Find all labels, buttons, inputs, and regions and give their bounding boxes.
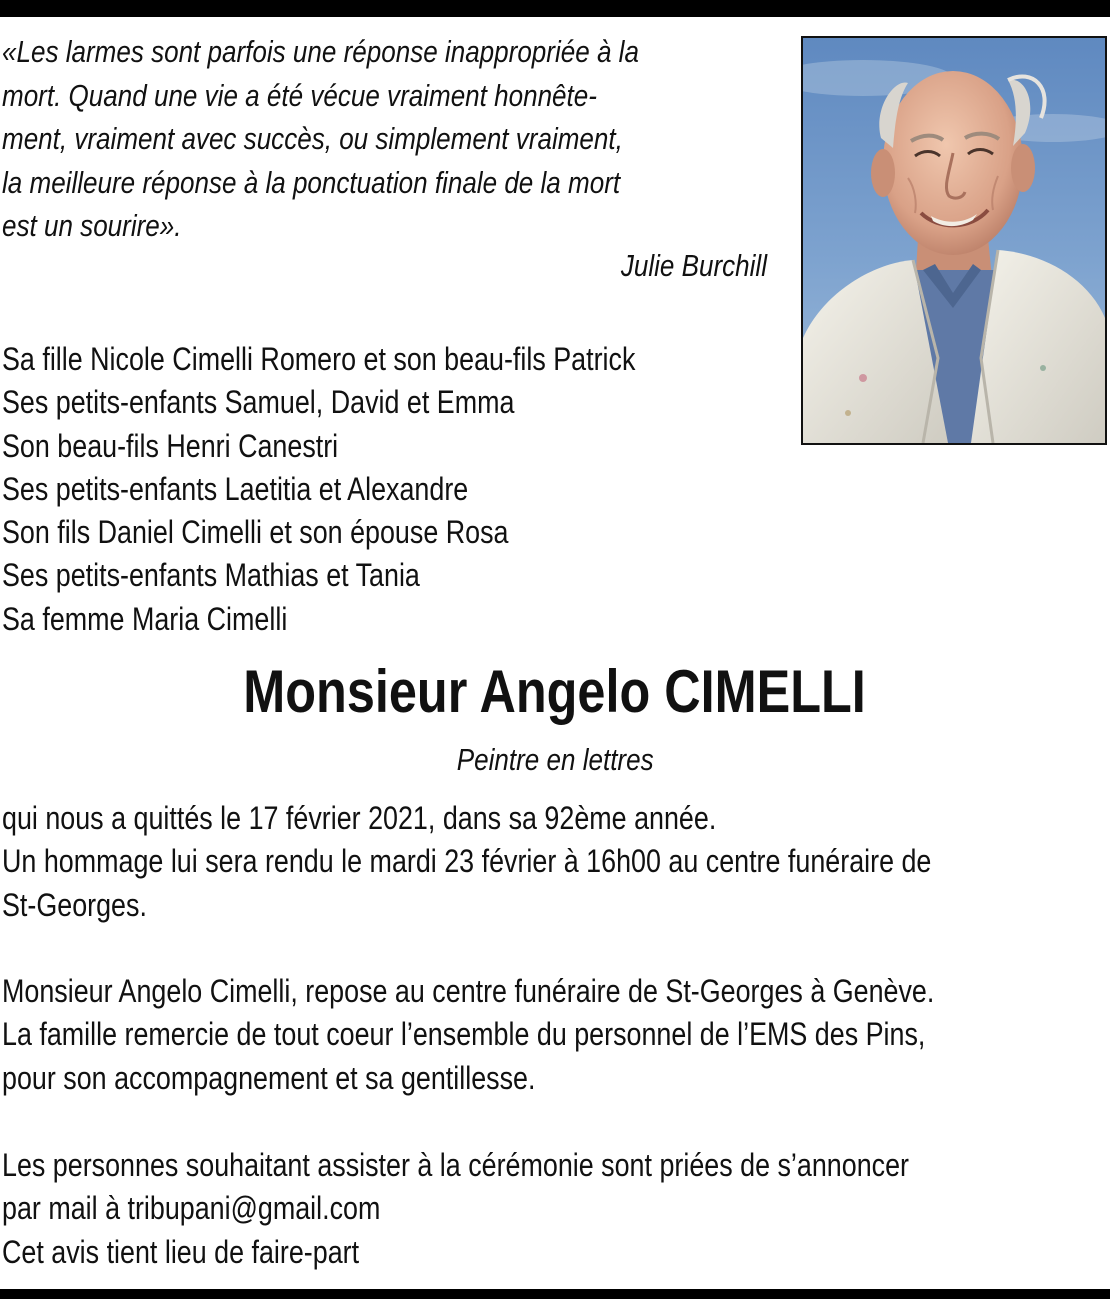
quote-line: «Les larmes sont parfois une réponse inappropriée à la bbox=[2, 34, 639, 69]
deceased-profession bbox=[0, 738, 1110, 782]
quote-author-name: Julie Burchill bbox=[620, 248, 767, 283]
paragraph-line: La famille remercie de tout coeur l’ensemble du personnel de l’EMS des Pins, bbox=[2, 1016, 926, 1053]
paragraph-line: Un hommage lui sera rendu le mardi 23 février à 16h00 au centre funéraire de bbox=[2, 843, 932, 880]
contact-email-line: par mail à tribupani@gmail.com bbox=[2, 1190, 381, 1227]
portrait-photo bbox=[801, 36, 1107, 445]
bottom-rule bbox=[0, 1289, 1110, 1299]
family-member: Ses petits-enfants Samuel, David et Emma bbox=[2, 384, 515, 421]
quote-line: ment, vraiment avec succès, ou simplement vraiment, bbox=[2, 121, 623, 156]
family-member: Sa femme Maria Cimelli bbox=[2, 600, 288, 637]
profession-text: Peintre en lettres bbox=[456, 742, 654, 777]
family-list bbox=[2, 338, 792, 641]
portrait-illustration bbox=[803, 38, 1105, 443]
quote-line: est un sourire». bbox=[2, 208, 182, 243]
quote-line: mort. Quand une vie a été vécue vraiment honnête- bbox=[2, 77, 597, 113]
deceased-name: Monsieur Angelo CIMELLI bbox=[243, 658, 867, 725]
paragraph-line: Cet avis tient lieu de faire-part bbox=[2, 1233, 360, 1270]
family-member: Son fils Daniel Cimelli et son épouse Rosa bbox=[2, 514, 509, 551]
family-member: Sa fille Nicole Cimelli Romero et son beau-fils Patrick bbox=[2, 341, 636, 377]
top-rule bbox=[0, 0, 1110, 17]
ceremony-paragraph bbox=[2, 1144, 1110, 1274]
paragraph-line: St-Georges. bbox=[2, 886, 147, 923]
family-member: Son beau-fils Henri Canestri bbox=[2, 427, 339, 464]
paragraph-line: qui nous a quittés le 17 février 2021, dans sa 92ème année. bbox=[2, 800, 717, 836]
rest-paragraph bbox=[2, 970, 1110, 1100]
quote-author bbox=[0, 244, 767, 287]
family-member: Ses petits-enfants Laetitia et Alexandre bbox=[2, 470, 469, 507]
deceased-name-heading bbox=[0, 656, 1110, 728]
paragraph-line: pour son accompagnement et sa gentillesse. bbox=[2, 1059, 536, 1096]
paragraph-line: Les personnes souhaitant assister à la cérémonie sont priées de s’annoncer bbox=[2, 1147, 909, 1183]
passing-paragraph bbox=[2, 797, 1110, 927]
family-member: Ses petits-enfants Mathias et Tania bbox=[2, 557, 420, 594]
epigraph-quote bbox=[2, 30, 782, 248]
paragraph-line: Monsieur Angelo Cimelli, repose au centre funéraire de St-Georges à Genève. bbox=[2, 973, 935, 1009]
quote-line: la meilleure réponse à la ponctuation finale de la mort bbox=[2, 164, 621, 200]
